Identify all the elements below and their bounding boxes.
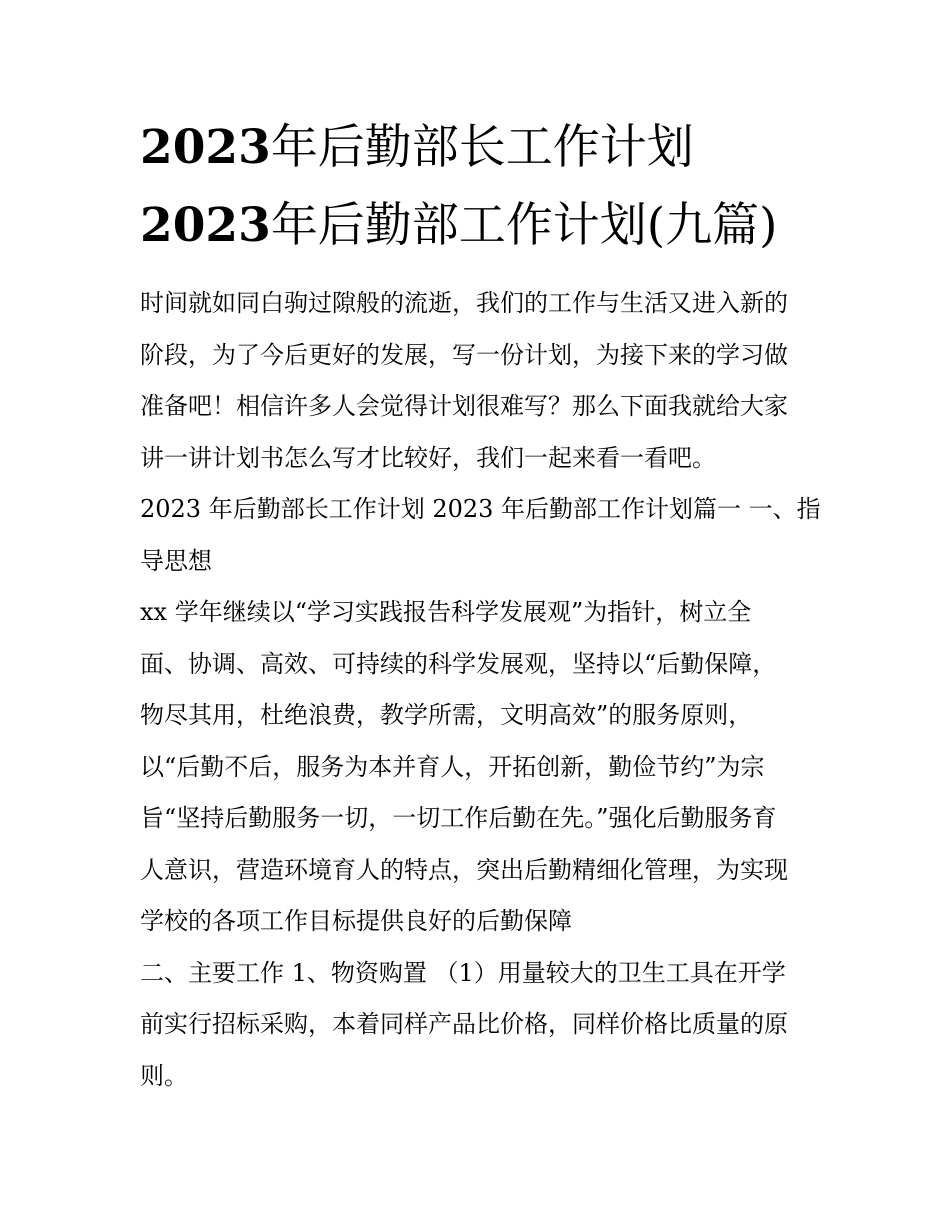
body-line: 人意识，营造环境育人的特点，突出后勤精细化管理，为实现: [140, 855, 788, 884]
document-title-line-1: [140, 120, 840, 176]
title-year: 2023: [140, 120, 271, 175]
body-line: 导思想: [140, 546, 212, 575]
document-title-line-2: [140, 198, 840, 254]
body-line: 2023 年后勤部长工作计划 2023 年后勤部工作计划篇一 一、指: [140, 495, 821, 523]
body-line: 物尽其用，杜绝浪费，教学所需，文明高效”的服务原则，: [140, 701, 753, 729]
title-year: 2023: [140, 198, 271, 253]
body-line: 阶段，为了今后更好的发展，写一份计划，为接下来的学习做: [140, 340, 788, 369]
body-line: 时间就如同白驹过隙般的流逝，我们的工作与生活又进入新的: [140, 289, 788, 317]
body-line: 学校的各项工作目标提供良好的后勤保障: [140, 907, 572, 935]
body-line: 则。: [140, 1061, 188, 1090]
title-text: 年后勤部工作计划(九篇): [270, 198, 778, 253]
body-line: 旨“坚持后勤服务一切，一切工作后勤在先。”强化后勤服务育: [140, 804, 777, 832]
body-line: 前实行招标采购，本着同样产品比价格，同样价格比质量的原: [140, 1010, 788, 1038]
body-line: 二、主要工作 1、物资购置 （1）用量较大的卫生工具在开学: [140, 958, 786, 987]
title-text: 年后勤部长工作计划: [270, 120, 694, 175]
body-line: 准备吧！相信许多人会觉得计划很难写？那么下面我就给大家: [140, 392, 788, 420]
body-line: 以“后勤不后，服务为本并育人，开拓创新，勤俭节约”为宗: [140, 752, 765, 781]
body-line: xx 学年继续以“学习实践报告科学发展观”为指针，树立全: [140, 598, 752, 626]
document-body: [140, 278, 820, 1102]
body-line: 讲一讲计划书怎么写才比较好，我们一起来看一看吧。: [140, 443, 716, 472]
body-line: 面、协调、高效、可持续的科学发展观，坚持以“后勤保障，: [140, 649, 777, 678]
